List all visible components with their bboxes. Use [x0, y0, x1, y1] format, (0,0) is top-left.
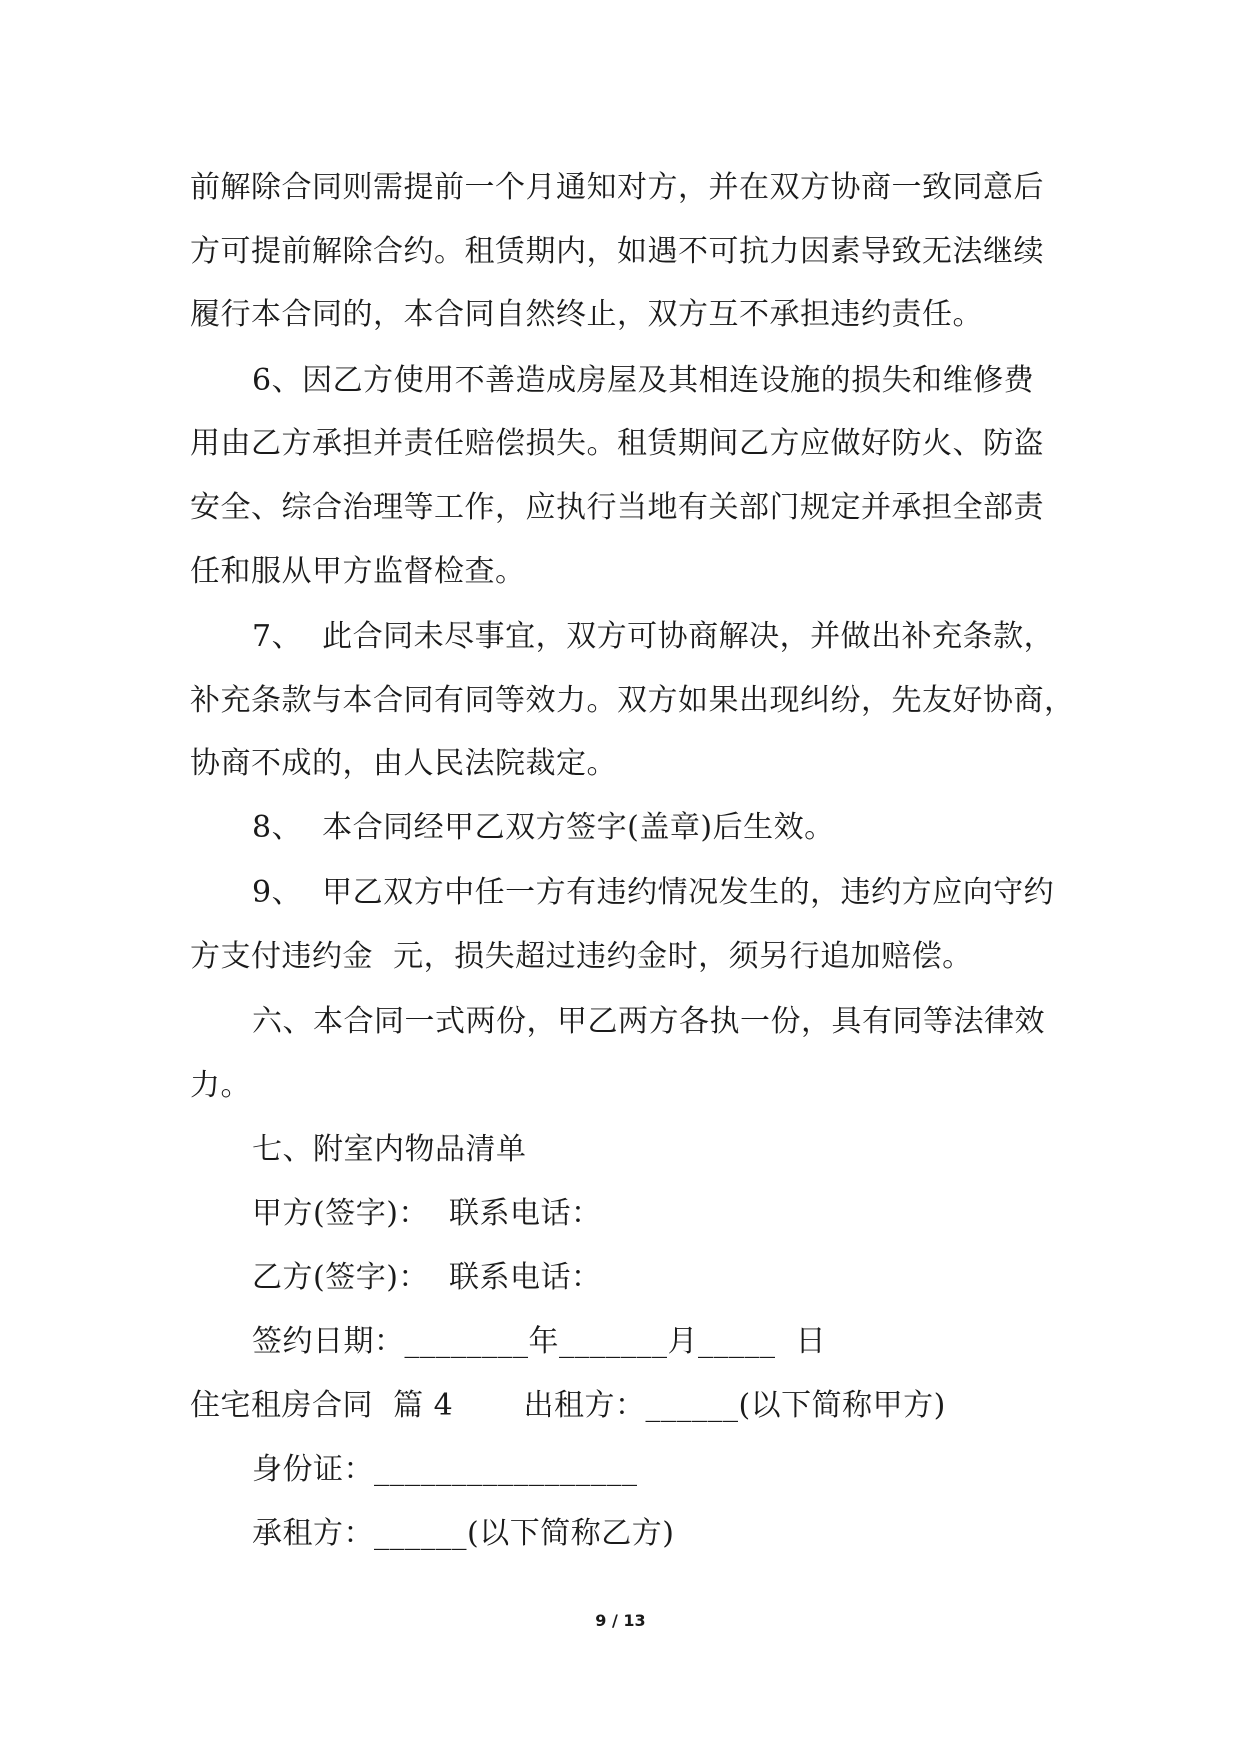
clause-8: 8、 本合同经甲乙双方签字(盖章)后生效。: [252, 810, 835, 845]
text-line: 补充条款与本合同有同等效力。双方如果出现纠纷，先友好协商，: [190, 683, 1075, 718]
text-line: 任和服从甲方监督检查。: [190, 554, 526, 589]
page-number: 9 / 13: [595, 1611, 646, 1630]
clause-9: 9、 甲乙双方中任一方有违约情况发生的，违约方应向守约: [252, 875, 1055, 910]
clause-7: 7、 此合同未尽事宜，双方可协商解决，并做出补充条款，: [252, 619, 1055, 654]
party-b-signature: 乙方(签字)： 联系电话：: [252, 1260, 602, 1295]
text-line: 前解除合同则需提前一个月通知对方，并在双方协商一致同意后: [190, 170, 1044, 205]
clause-6: 6、因乙方使用不善造成房屋及其相连设施的损失和维修费: [252, 363, 1035, 398]
id-card-field: 身份证：_________________: [252, 1452, 638, 1487]
text-line: 力。: [190, 1068, 251, 1103]
party-a-signature: 甲方(签字)： 联系电话：: [252, 1196, 602, 1231]
section-six: 六、本合同一式两份，甲乙两方各执一份，具有同等法律效: [252, 1004, 1045, 1039]
text-line: 方支付违约金 元，损失超过违约金时，须另行追加赔偿。: [190, 939, 973, 974]
text-line: 履行本合同的，本合同自然终止，双方互不承担违约责任。: [190, 297, 983, 332]
text-line: 协商不成的，由人民法院裁定。: [190, 746, 617, 781]
text-line: 安全、综合治理等工作，应执行当地有关部门规定并承担全部责: [190, 490, 1044, 525]
lessee-field: 承租方：______(以下简称乙方): [252, 1516, 675, 1551]
signing-date: 签约日期：________年_______月_____ 日: [252, 1324, 827, 1359]
section-seven: 七、附室内物品清单: [252, 1132, 527, 1167]
text-line: 用由乙方承担并责任赔偿损失。租赁期间乙方应做好防火、防盗: [190, 426, 1044, 461]
contract-heading: 住宅租房合同 篇 4 出租方：______(以下简称甲方): [190, 1388, 946, 1423]
text-line: 方可提前解除合约。租赁期内，如遇不可抗力因素导致无法继续: [190, 234, 1044, 269]
